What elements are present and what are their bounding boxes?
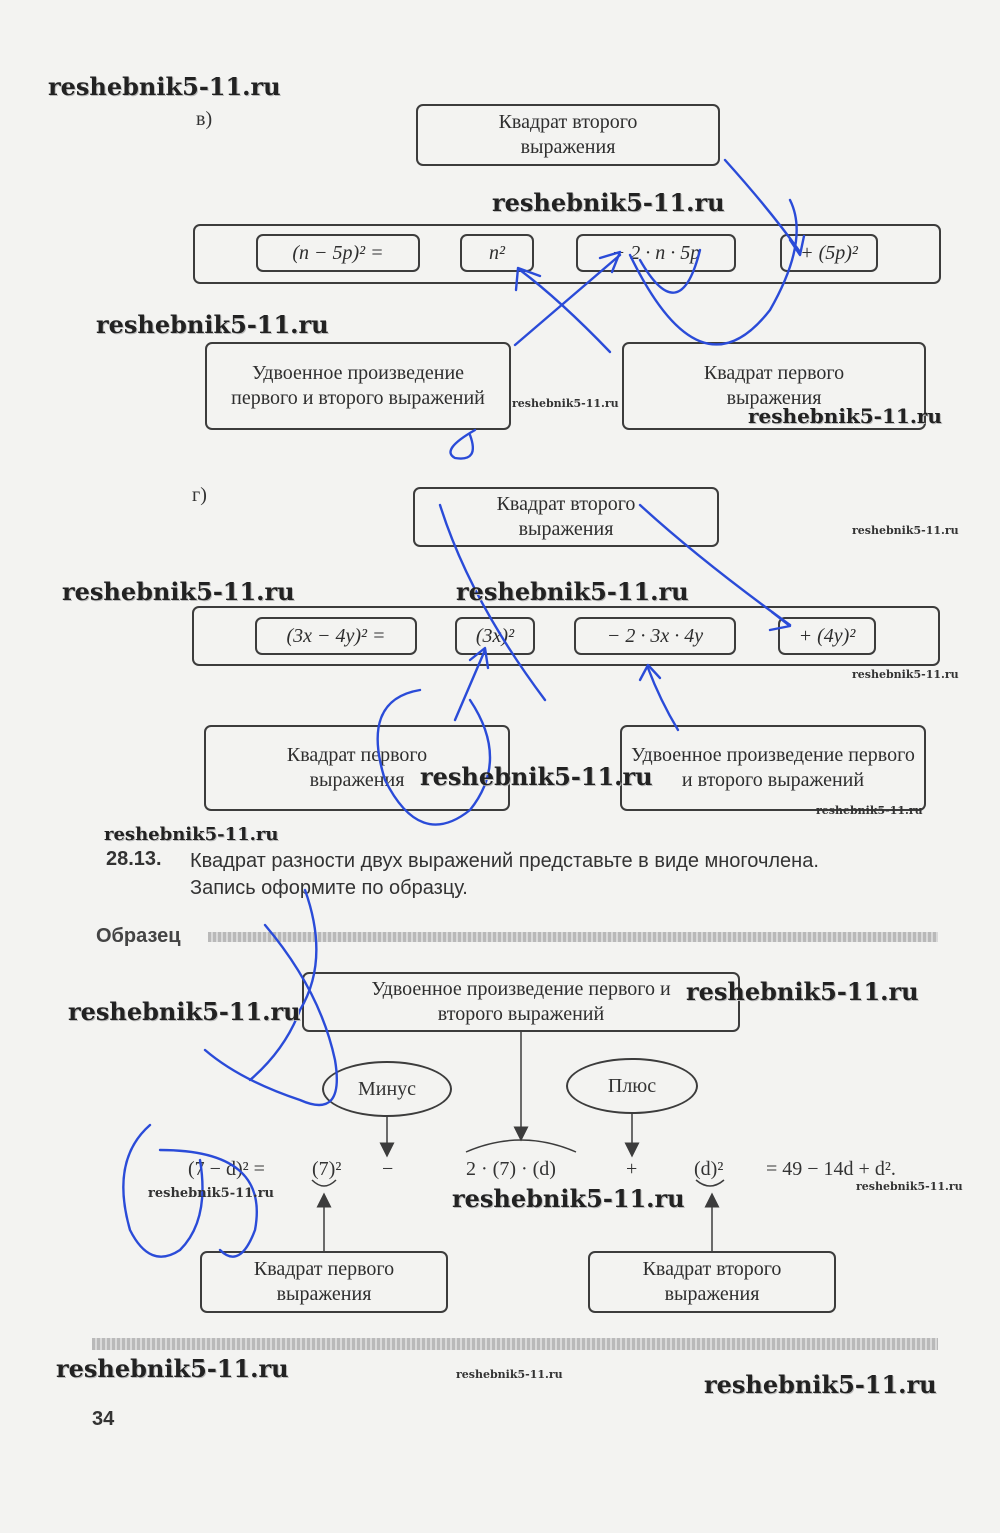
sample-minus-ellipse: Минус — [322, 1061, 452, 1117]
watermark: reshebnik5-11.ru — [420, 762, 653, 791]
sample-bottom-rule — [92, 1338, 938, 1350]
watermark: reshebnik5-11.ru — [748, 404, 942, 428]
section-g-label: г) — [192, 484, 207, 506]
v-term-n-squared: n² — [460, 234, 534, 272]
v-term-lhs: (n − 5p)² = — [256, 234, 420, 272]
task-number: 28.13. — [106, 848, 162, 870]
sample-top-box-double-product: Удвоенное произведение первого и второго выражений — [302, 972, 740, 1032]
sample-term-double-product: 2 · (7) · (d) — [466, 1158, 556, 1180]
task-text-line1: Квадрат разности двух выражений представьте в виде многочлена. — [190, 850, 819, 872]
page-number: 34 — [92, 1408, 115, 1430]
sample-op-minus: − — [382, 1158, 394, 1180]
v-top-box-square-second: Квадрат второго выражения — [416, 104, 720, 166]
watermark: reshebnik5-11.ru — [852, 668, 959, 681]
section-v-label: в) — [196, 108, 213, 130]
sample-top-rule — [208, 932, 938, 942]
watermark: reshebnik5-11.ru — [62, 577, 295, 606]
v-bottom-left-double-product: Удвоенное произведение первого и второго выражений — [205, 342, 511, 430]
watermark: reshebnik5-11.ru — [816, 804, 923, 817]
watermark: reshebnik5-11.ru — [452, 1184, 685, 1213]
sample-term-7-squared: (7)² — [312, 1158, 342, 1180]
sample-op-plus: + — [626, 1158, 638, 1180]
watermark: reshebnik5-11.ru — [456, 1368, 563, 1381]
watermark: reshebnik5-11.ru — [856, 1180, 963, 1193]
sample-heading: Образец — [96, 925, 181, 947]
sample-bottom-right-square-second: Квадрат второго выражения — [588, 1251, 836, 1313]
watermark: reshebnik5-11.ru — [56, 1354, 289, 1383]
watermark: reshebnik5-11.ru — [852, 524, 959, 537]
g-term-4y-squared: + (4y)² — [778, 617, 876, 655]
sample-term-d-squared: (d)² — [694, 1158, 724, 1180]
v-bottom-right-square-first: Квадрат первого выражения — [622, 342, 926, 430]
sample-result: = 49 − 14d + d². — [766, 1158, 896, 1180]
watermark: reshebnik5-11.ru — [456, 577, 689, 606]
sample-plus-ellipse: Плюс — [566, 1058, 698, 1114]
v-term-double-product: − 2 · n · 5p — [576, 234, 736, 272]
task-text-line2: Запись оформите по образцу. — [190, 877, 468, 899]
g-term-double-product: − 2 · 3x · 4y — [574, 617, 736, 655]
g-bottom-right-double-product: Удвоенное произведение первого и второго выражений — [620, 725, 926, 811]
watermark: reshebnik5-11.ru — [68, 997, 301, 1026]
watermark: reshebnik5-11.ru — [104, 824, 279, 845]
watermark: reshebnik5-11.ru — [704, 1370, 937, 1399]
watermark: reshebnik5-11.ru — [148, 1186, 275, 1201]
sample-bottom-left-square-first: Квадрат первого выражения — [200, 1251, 448, 1313]
watermark: reshebnik5-11.ru — [492, 188, 725, 217]
watermark: reshebnik5-11.ru — [686, 977, 919, 1006]
v-term-5p-squared: + (5p)² — [780, 234, 878, 272]
sample-lhs: (7 − d)² = — [188, 1158, 265, 1180]
g-term-lhs: (3x − 4y)² = — [255, 617, 417, 655]
watermark: reshebnik5-11.ru — [96, 310, 329, 339]
g-bottom-left-square-first: Квадрат первого выражения — [204, 725, 510, 811]
g-term-3x-squared: (3x)² — [455, 617, 535, 655]
g-top-box-square-second: Квадрат второго выражения — [413, 487, 719, 547]
watermark: reshebnik5-11.ru — [48, 72, 281, 101]
watermark: reshebnik5-11.ru — [512, 397, 619, 410]
